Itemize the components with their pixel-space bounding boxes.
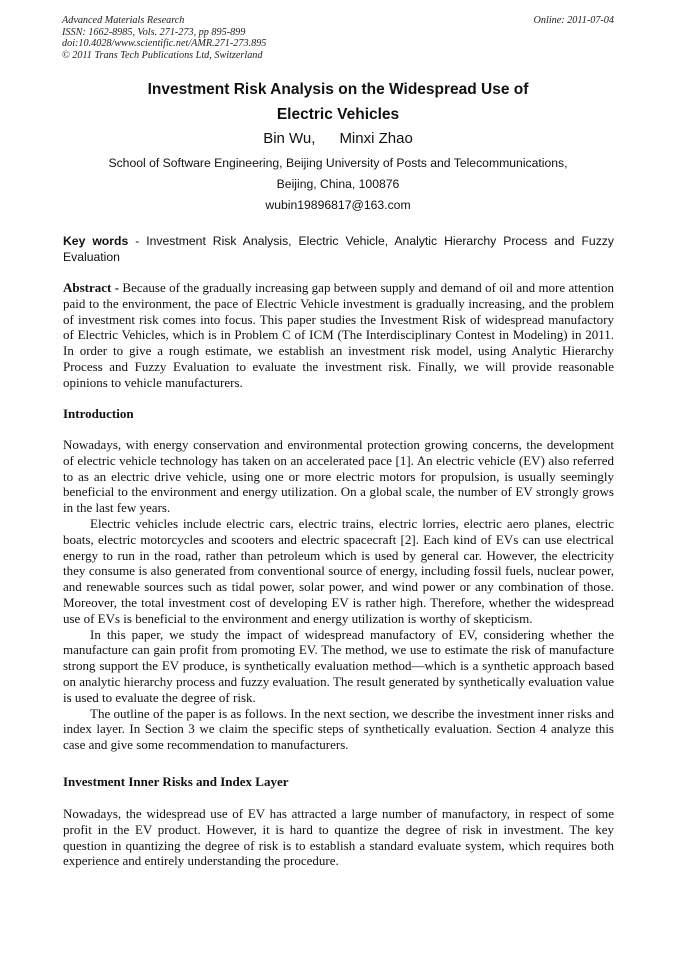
copyright-line: © 2011 Trans Tech Publications Ltd, Switzerland xyxy=(62,49,263,61)
affiliation-line-2: Beijing, China, 100876 xyxy=(276,177,400,191)
author-name: Bin Wu, xyxy=(263,130,316,147)
abstract xyxy=(63,280,614,391)
affiliation-line-1: School of Software Engineering, Beijing University of Posts and Telecommunications, xyxy=(108,156,568,170)
keywords xyxy=(63,233,614,265)
section2-paragraph: Nowadays, the widespread use of EV has attracted a large number of manufactory, in respect of some profit in the EV product. However, it is hard to quantize the degree of risk in investment. The key question in quantizing the degree of risk is to establish a standard evaluate system, which requires both experience and entirely understanding the procedure. xyxy=(63,806,614,869)
intro-paragraph-2: Electric vehicles include electric cars, electric trains, electric lorries, electric aero planes, electric boats, electric motorcycles and scooters and electric spacecraft [2]. Each kind of EVs can use electrical energy to run in the road, rather than petroleum which is used by general car. However, the electricity they consume is also generated from conventional source of energy, including fossil fuels, nuclear power, and renewable sources such as tidal power, solar power, and wind power or any combination of those. Moreover, the total investment cost of developing EV is rather high. Therefore, whether the widespread use of EVs is beneficial to the environment and energy utilization is worthy of skepticism. xyxy=(63,515,614,626)
paper-title-line-2: Electric Vehicles xyxy=(276,106,400,123)
abstract-label: Abstract - xyxy=(63,280,120,295)
intro-paragraph-1: Nowadays, with energy conservation and environmental protection growing concerns, the development of electric vehicle technology has taken on an accelerated pace [1]. An electric vehicle (EV) also referred to as an electric drive vehicle, using one or more electric motors for propulsion, is usually seemingly beneficial to the environment and energy utilization. On a global scale, the number of EV strongly grows in the last few years. xyxy=(63,437,614,516)
keywords-label: Key words xyxy=(63,234,129,248)
section-heading-inner-risks: Investment Inner Risks and Index Layer xyxy=(63,774,289,789)
journal-header xyxy=(62,15,614,61)
intro-paragraph-4: The outline of the paper is as follows. In the next section, we describe the investment inner risks and index layer. In Section 3 we claim the specific steps of synthetically evaluation. Section 4 analyze this case and give some recommendation to manufacturers. xyxy=(63,705,614,753)
section2-body xyxy=(63,806,614,869)
abstract-text: Because of the gradually increasing gap between supply and demand of oil and more attention paid to the environment, the pace of Electric Vehicle investment is gradually increasing, and the problem of investment risk comes into focus. This paper studies the Investment Risk of widespread manufactory of Electric Vehicles, which is in Problem C of ICM (The Interdisciplinary Contest in Modeling) in 2011. In order to give a rough estimate, we establish an investment risk model, using Analytic Hierarchy Process and Fuzzy Evaluation to evaluate the investment risk. Finally, we will provide reasonable opinions to vehicle manufacturers. xyxy=(63,280,614,390)
intro-paragraph-3: In this paper, we study the impact of widespread manufactory of EV, considering whether the manufacture can gain profit from promoting EV. The method, we use to estimate the risk of manufacture strong support the EV produce, is synthetically evaluation method—which is a synthetic approach based on analytic hierarchy process and fuzzy evaluation. The result generated by synthetically evaluation value is used to evaluate the degree of risk. xyxy=(63,626,614,705)
doi-line: doi:10.4028/www.scientific.net/AMR.271-273.895 xyxy=(62,38,267,50)
author-email: wubin19896817@163.com xyxy=(265,198,411,212)
author-name: Minxi Zhao xyxy=(339,130,413,147)
introduction-body xyxy=(63,437,614,753)
journal-name: Advanced Materials Research xyxy=(62,15,185,26)
paper-title-line-1: Investment Risk Analysis on the Widespread Use of xyxy=(147,81,529,98)
section-heading-introduction: Introduction xyxy=(63,406,134,421)
issn-line: ISSN: 1662-8985, Vols. 271-273, pp 895-899 xyxy=(62,26,246,38)
keywords-text: - Investment Risk Analysis, Electric Vehicle, Analytic Hierarchy Process and Fuzzy Evaluation xyxy=(63,234,614,264)
author-list xyxy=(62,129,614,149)
online-date: Online: 2011-07-04 xyxy=(533,15,614,26)
